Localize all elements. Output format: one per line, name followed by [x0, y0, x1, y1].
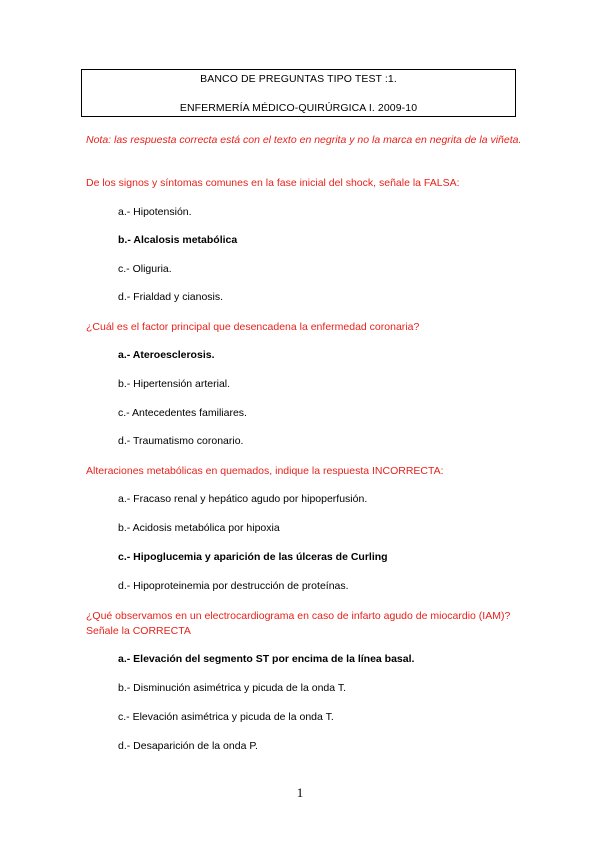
- question-4-option-d: d.- Desaparición de la onda P.: [118, 740, 258, 752]
- question-1-option-d: d.- Frialdad y cianosis.: [118, 291, 224, 303]
- question-2-option-d: d.- Traumatismo coronario.: [118, 435, 244, 447]
- question-2: ¿Cuál es el factor principal que desencadena la enfermedad coronaria?: [86, 321, 420, 333]
- question-3-option-b: b.- Acidosis metabólica por hipoxia: [118, 522, 280, 534]
- question-1-option-c: c.- Oliguria.: [118, 263, 172, 275]
- header-title: BANCO DE PREGUNTAS TIPO TEST :1.: [200, 73, 397, 85]
- question-4-option-a: a.- Elevación del segmento ST por encima de la línea basal.: [118, 653, 415, 665]
- question-2-option-b: b.- Hipertensión arterial.: [118, 378, 231, 390]
- header-subtitle: ENFERMERÍA MÉDICO-QUIRÚRGICA I. 2009-10: [179, 102, 418, 114]
- question-3-option-c: c.- Hipoglucemia y aparición de las úlceras de Curling: [118, 551, 388, 563]
- question-4: ¿Qué observamos en un electrocardiograma en caso de infarto agudo de miocardio (IAM)? Señale la CORRECTA: [86, 610, 511, 637]
- header-box: [81, 69, 516, 117]
- question-2-option-a: a.- Ateroesclerosis.: [118, 349, 215, 361]
- question-1: De los signos y síntomas comunes en la fase inicial del shock, señale la FALSA:: [86, 177, 460, 189]
- page-number: 1: [296, 785, 304, 800]
- note-text: Nota: las respuesta correcta está con el texto en negrita y no la marca en negrita de la viñeta.: [86, 134, 522, 146]
- question-3-option-a: a.- Fracaso renal y hepático agudo por hipoperfusión.: [118, 493, 368, 505]
- question-1-option-a: a.- Hipotensión.: [118, 206, 192, 218]
- question-3: Alteraciones metabólicas en quemados, indique la respuesta INCORRECTA:: [86, 465, 444, 477]
- question-2-option-c: c.- Antecedentes familiares.: [118, 407, 247, 419]
- question-1-option-b: b.- Alcalosis metabólica: [118, 234, 238, 246]
- question-4-option-c: c.- Elevación asimétrica y picuda de la onda T.: [118, 711, 334, 723]
- question-4-option-b: b.- Disminución asimétrica y picuda de la onda T.: [118, 682, 347, 694]
- question-3-option-d: d.- Hipoproteinemia por destrucción de proteínas.: [118, 580, 349, 592]
